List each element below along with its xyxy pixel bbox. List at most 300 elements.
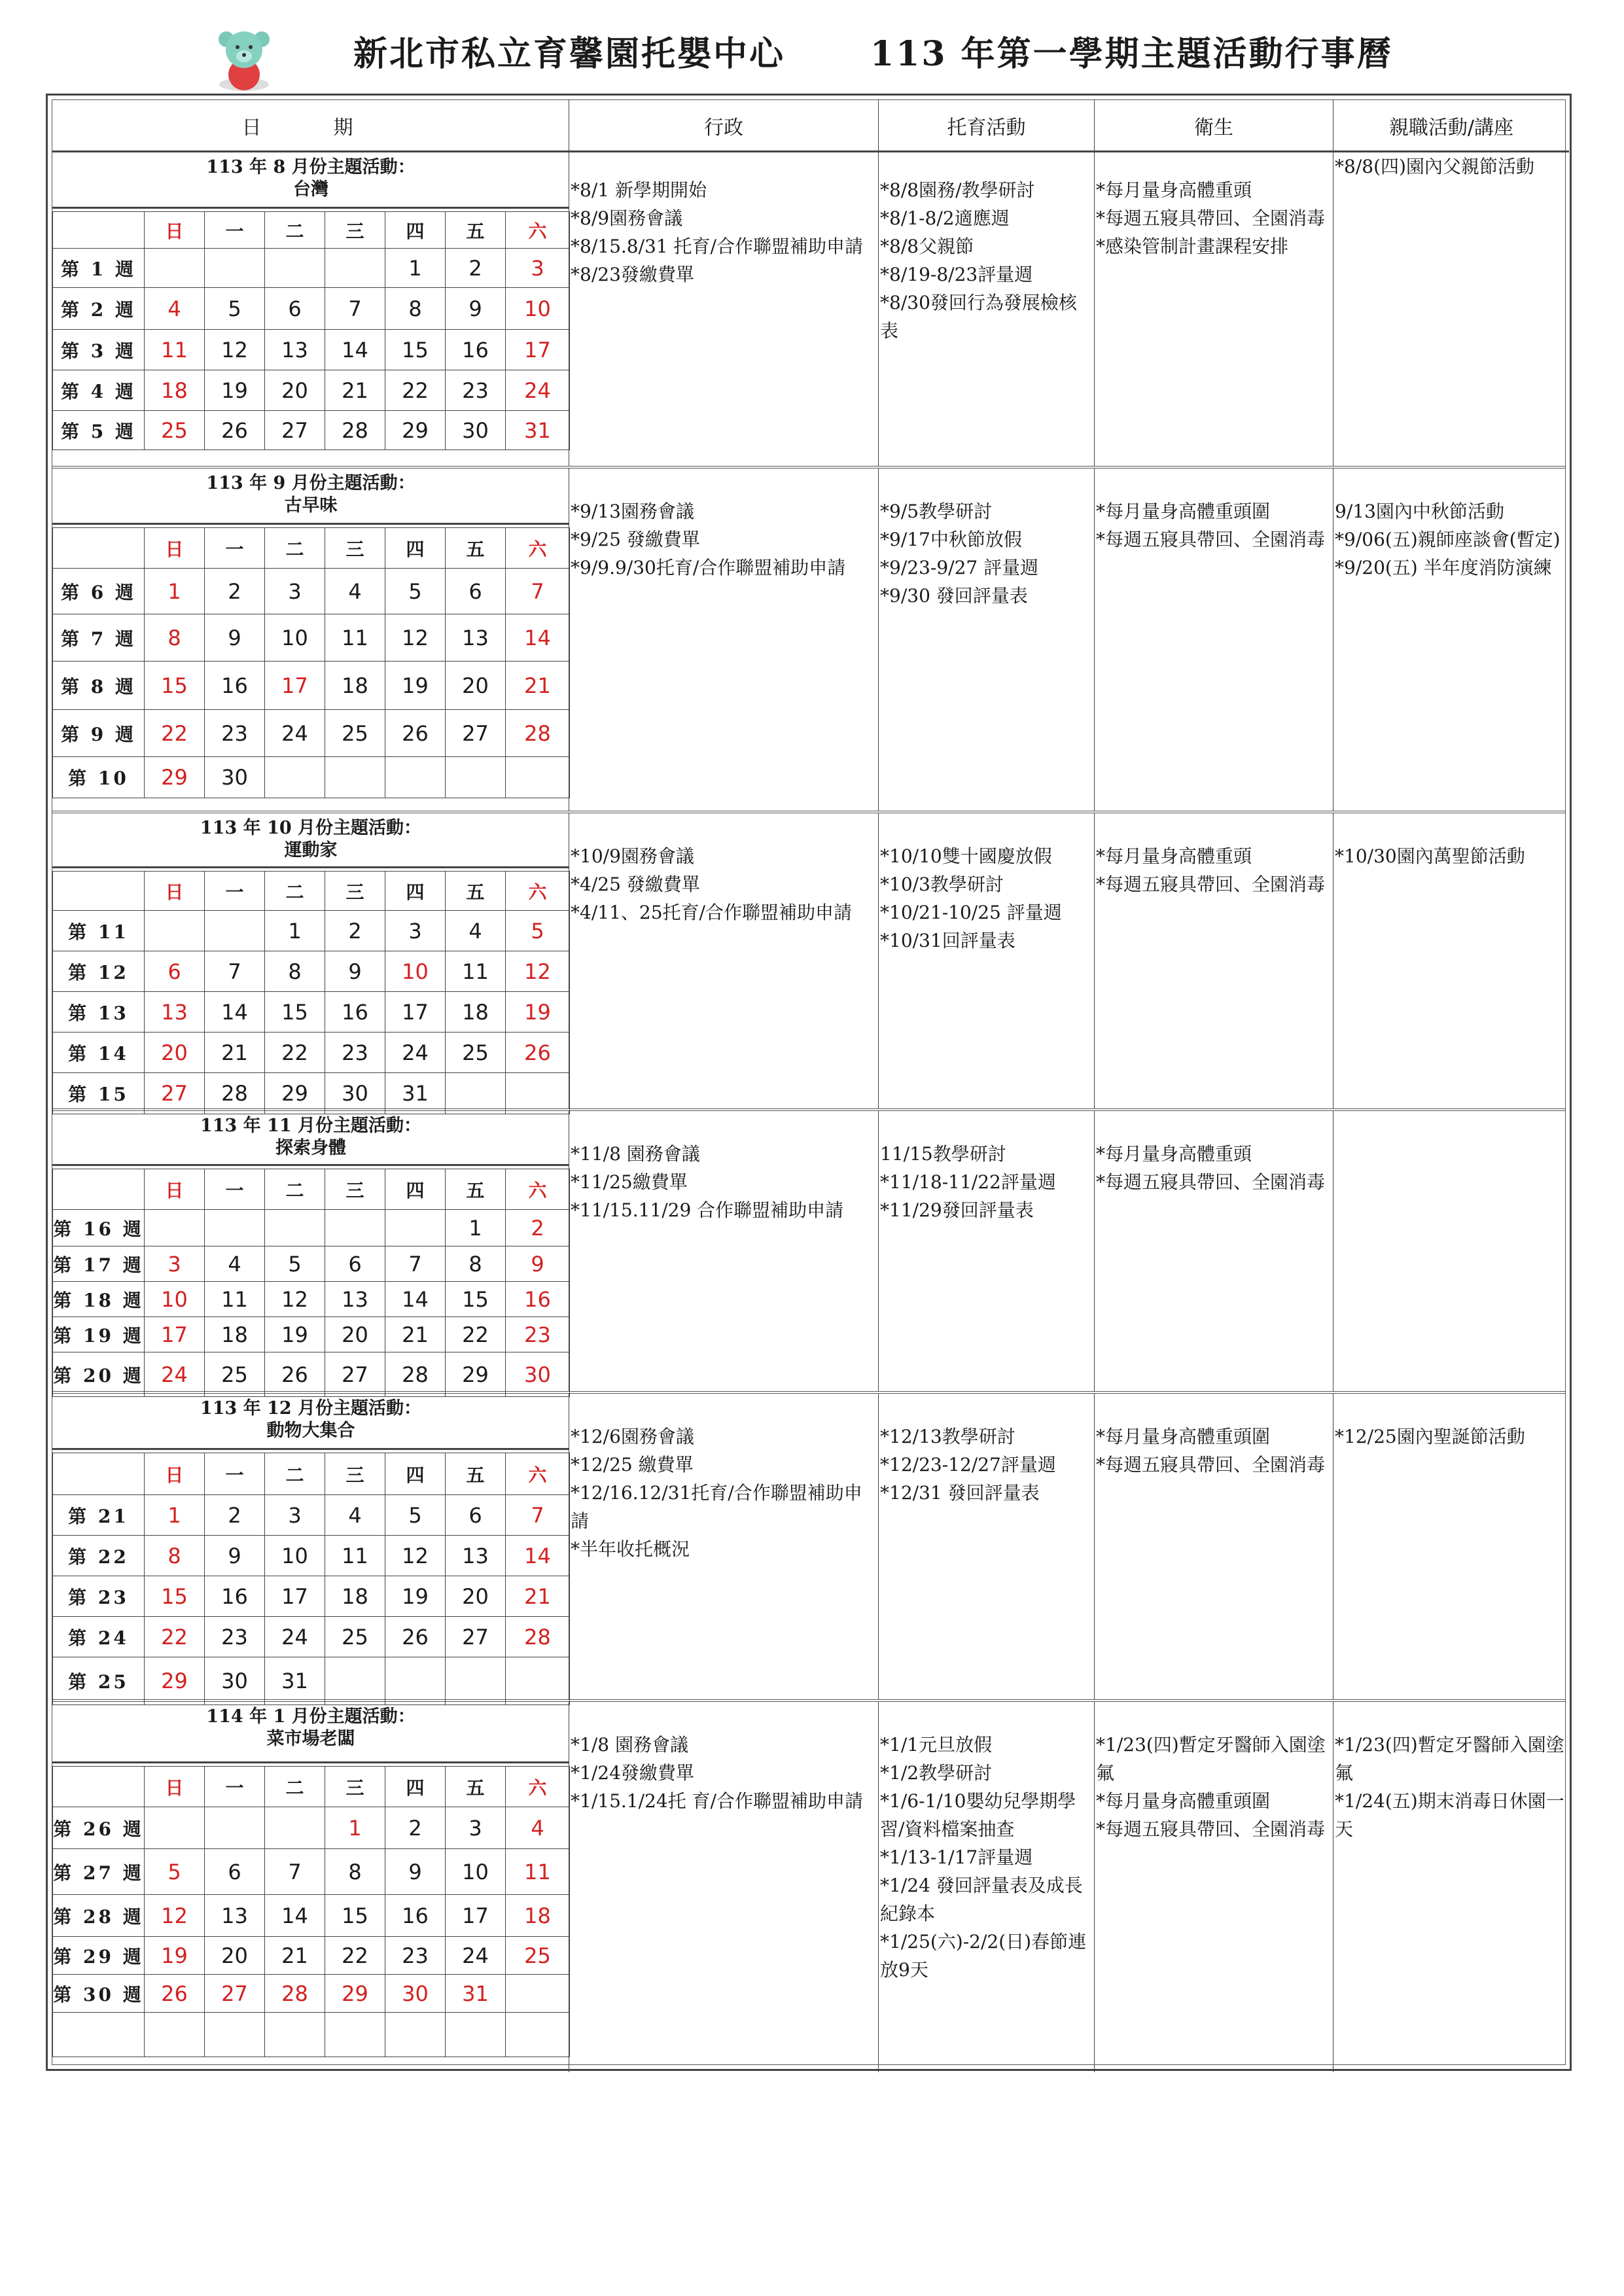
day-cell [325,757,385,798]
day-cell: 9 [325,951,385,992]
day-cell: 12 [385,614,446,662]
event-item: *8/15.8/31 托育/合作聯盟補助申請 [571,236,863,257]
day-cell: 7 [205,951,265,992]
day-cell: 30 [325,1073,385,1114]
weekday-header: 日 [145,872,205,911]
day-cell: 21 [265,1937,325,1975]
day-cell: 24 [506,370,570,411]
day-cell: 27 [446,710,506,757]
week-header-blank [53,528,145,569]
weekday-header: 六 [506,528,570,569]
month-theme-name: 動物大集合 [266,1421,355,1441]
event-item: *8/8(四)園內父親節活動 [1335,156,1534,177]
day-cell: 31 [446,1975,506,2013]
day-cell: 6 [446,1495,506,1536]
day-cell: 13 [446,614,506,662]
column-parent [1333,1702,1569,2072]
week-label [53,2013,145,2057]
day-cell: 31 [506,411,570,450]
weekday-header: 三 [325,212,385,249]
day-cell: 15 [265,992,325,1033]
day-cell: 13 [265,330,325,370]
day-cell: 7 [325,288,385,330]
month-theme-name: 探索身體 [275,1138,346,1158]
day-cell: 3 [385,911,446,951]
weekday-header: 二 [265,1453,325,1495]
column-care [879,813,1095,1108]
month-grid [52,871,570,1114]
day-cell [325,2013,385,2057]
event-item: *1/15.1/24托 育/合作聯盟補助申請 [571,1790,863,1812]
week-label: 第 24 [53,1617,145,1657]
event-item: *11/29發回評量表 [880,1199,1034,1221]
day-cell: 29 [325,1975,385,2013]
month-calendar [52,1111,569,1391]
day-cell [506,1657,570,1705]
month-calendar [52,152,569,466]
day-cell: 2 [506,1210,570,1246]
day-cell: 16 [446,330,506,370]
day-cell: 6 [446,569,506,614]
week-label: 第 2 週 [53,288,145,330]
event-item: *10/10雙十國慶放假 [880,845,1052,867]
event-item: *12/16.12/31托育/合作聯盟補助申請 [571,1482,862,1532]
day-cell: 8 [145,1536,205,1576]
weekday-header: 一 [205,528,265,569]
day-cell: 19 [145,1937,205,1975]
week-label: 第 30 週 [53,1975,145,2013]
day-cell: 23 [325,1033,385,1073]
day-cell: 2 [385,1807,446,1849]
event-item: *1/2教學研討 [880,1762,993,1784]
event-item: *9/17中秋節放假 [880,529,1022,550]
day-cell: 23 [205,710,265,757]
day-cell: 3 [265,1495,325,1536]
weekday-header: 一 [205,1453,265,1495]
day-cell: 29 [446,1352,506,1397]
day-cell [446,757,506,798]
day-cell: 14 [385,1282,446,1317]
day-cell: 10 [446,1849,506,1895]
day-cell: 25 [446,1033,506,1073]
day-cell: 16 [205,1576,265,1617]
month-theme-name: 台灣 [293,179,328,200]
day-cell: 23 [506,1317,570,1352]
event-item: *每月量身高體重頭圍 [1096,1426,1271,1447]
day-cell: 22 [446,1317,506,1352]
event-item: *1/24發繳費單 [571,1762,694,1784]
day-cell: 1 [145,1495,205,1536]
day-cell: 8 [446,1246,506,1282]
event-item: *9/20(五) 半年度消防演練 [1335,557,1552,578]
month-calendar [52,813,569,1108]
day-cell: 26 [145,1975,205,2013]
month-calendar [52,468,569,811]
weekday-header: 一 [205,212,265,249]
month-grid [52,1169,570,1397]
weekday-header: 日 [145,1453,205,1495]
month-section [52,1394,1565,1702]
weekday-header: 四 [385,872,446,911]
week-label: 第 13 [53,992,145,1033]
day-cell [385,757,446,798]
month-grid [52,527,570,798]
day-cell: 24 [145,1352,205,1397]
day-cell [506,757,570,798]
event-item: *1/6-1/10嬰幼兒學期學習/資料檔案抽查 [880,1790,1076,1840]
weekday-header: 三 [325,1453,385,1495]
week-label: 第 14 [53,1033,145,1073]
week-label: 第 17 週 [53,1246,145,1282]
event-item: *每月量身高體重頭圍 [1096,501,1271,522]
day-cell: 16 [385,1895,446,1937]
week-label: 第 5 週 [53,411,145,450]
day-cell [446,1657,506,1705]
header-parent: 親職活動/講座 [1333,100,1569,152]
day-cell [265,249,325,288]
weekday-header: 五 [446,212,506,249]
day-cell: 5 [506,911,570,951]
day-cell: 12 [265,1282,325,1317]
day-cell: 27 [205,1975,265,2013]
day-cell [325,1210,385,1246]
event-item: *12/31 發回評量表 [880,1482,1040,1504]
week-label: 第 16 週 [53,1210,145,1246]
day-cell: 16 [506,1282,570,1317]
week-label: 第 19 週 [53,1317,145,1352]
calendar-inner [52,99,1566,2065]
column-admin [569,468,879,811]
day-cell: 29 [385,411,446,450]
event-item: *9/06(五)親師座談會(暫定) [1335,529,1561,550]
month-grid [52,1453,570,1705]
day-cell: 11 [506,1849,570,1895]
weekday-header: 一 [205,1169,265,1210]
event-item: *1/24(五)期末消毒日休園一天 [1335,1790,1564,1840]
day-cell: 10 [506,288,570,330]
event-item: *1/25(六)-2/2(日)春節連放9天 [880,1931,1087,1981]
weekday-header: 日 [145,528,205,569]
day-cell: 12 [385,1536,446,1576]
day-cell: 4 [506,1807,570,1849]
day-cell: 28 [325,411,385,450]
day-cell [385,1210,446,1246]
week-label: 第 27 週 [53,1849,145,1895]
week-label: 第 7 週 [53,614,145,662]
event-item: *9/23-9/27 評量週 [880,557,1039,578]
weekday-header: 日 [145,1767,205,1807]
event-item: 11/15教學研討 [880,1143,1006,1165]
day-cell: 21 [506,1576,570,1617]
day-cell [325,1657,385,1705]
day-cell [325,249,385,288]
weekday-header: 二 [265,1767,325,1807]
day-cell: 10 [145,1282,205,1317]
day-cell: 24 [265,1617,325,1657]
day-cell [265,1210,325,1246]
day-cell: 13 [325,1282,385,1317]
day-cell: 9 [506,1246,570,1282]
day-cell: 17 [506,330,570,370]
event-item: *1/23(四)暫定牙醫師入園塗氟 [1096,1734,1326,1784]
day-cell [506,2013,570,2057]
event-item: *12/6園務會議 [571,1426,694,1447]
day-cell: 25 [205,1352,265,1397]
day-cell: 11 [145,330,205,370]
day-cell: 5 [385,569,446,614]
month-calendar [52,1394,569,1699]
day-cell: 11 [325,614,385,662]
event-item: *9/25 發繳費單 [571,529,700,550]
day-cell: 15 [145,1576,205,1617]
day-cell: 13 [205,1895,265,1937]
day-cell: 25 [506,1937,570,1975]
day-cell: 27 [446,1617,506,1657]
day-cell: 8 [145,614,205,662]
weekday-header: 三 [325,1169,385,1210]
day-cell [145,1807,205,1849]
weekday-header: 四 [385,1767,446,1807]
day-cell: 3 [265,569,325,614]
day-cell: 4 [145,288,205,330]
week-label: 第 8 週 [53,662,145,710]
month-theme [52,1394,569,1450]
day-cell: 9 [205,1536,265,1576]
event-item: *1/13-1/17評量週 [880,1846,1033,1868]
column-parent [1333,1394,1569,1699]
day-cell: 4 [325,569,385,614]
event-item: *4/11、25托育/合作聯盟補助申請 [571,902,852,923]
weekday-header: 二 [265,1169,325,1210]
day-cell [145,1210,205,1246]
day-cell: 9 [385,1849,446,1895]
month-calendar [52,1702,569,2072]
day-cell: 17 [385,992,446,1033]
day-cell: 1 [325,1807,385,1849]
day-cell: 12 [145,1895,205,1937]
month-theme-name: 古早味 [284,495,338,516]
column-health [1095,152,1333,466]
week-header-blank [53,1767,145,1807]
month-theme-title: 113 年 10 月份主題活動： [200,818,422,838]
day-cell: 31 [385,1073,446,1114]
day-cell: 12 [205,330,265,370]
day-cell: 17 [145,1317,205,1352]
week-label: 第 28 週 [53,1895,145,1937]
month-theme [52,813,569,868]
weekday-header: 五 [446,1169,506,1210]
day-cell: 7 [385,1246,446,1282]
day-cell: 1 [385,249,446,288]
day-cell: 22 [385,370,446,411]
day-cell: 25 [325,1617,385,1657]
weekday-header: 四 [385,212,446,249]
day-cell: 22 [325,1937,385,1975]
page-title-right: 113 年第一學期主題活動行事曆 [870,34,1393,74]
week-label: 第 22 [53,1536,145,1576]
day-cell: 14 [325,330,385,370]
weekday-header: 日 [145,212,205,249]
day-cell: 7 [265,1849,325,1895]
week-label: 第 4 週 [53,370,145,411]
column-parent [1333,813,1569,1108]
weekday-header: 四 [385,528,446,569]
event-item: *每週五寢具帶回、全園消毒 [1096,874,1326,895]
month-theme [52,152,569,209]
weekday-header: 一 [205,1767,265,1807]
event-item: *10/9園務會議 [571,845,694,867]
week-label: 第 3 週 [53,330,145,370]
event-item: *9/5教學研討 [880,501,993,522]
event-item: *9/9.9/30托育/合作聯盟補助申請 [571,557,846,578]
day-cell: 27 [325,1352,385,1397]
day-cell: 13 [446,1536,506,1576]
day-cell: 22 [265,1033,325,1073]
day-cell: 27 [145,1073,205,1114]
day-cell: 5 [265,1246,325,1282]
weekday-header: 二 [265,528,325,569]
week-label: 第 1 週 [53,249,145,288]
weekday-header: 二 [265,212,325,249]
day-cell: 28 [506,1617,570,1657]
month-theme-title: 113 年 8 月份主題活動： [206,157,415,177]
day-cell [145,911,205,951]
weekday-header: 三 [325,528,385,569]
event-item: *10/30園內萬聖節活動 [1335,845,1525,867]
column-health [1095,813,1333,1108]
week-label: 第 21 [53,1495,145,1536]
week-label: 第 26 週 [53,1807,145,1849]
event-item: *1/1元旦放假 [880,1734,993,1756]
event-item: *12/25園內聖誕節活動 [1335,1426,1525,1447]
column-admin [569,152,879,466]
day-cell: 26 [205,411,265,450]
day-cell: 7 [506,569,570,614]
day-cell: 2 [205,1495,265,1536]
day-cell: 13 [145,992,205,1033]
day-cell: 27 [265,411,325,450]
header-care: 托育活動 [879,100,1095,152]
day-cell: 20 [265,370,325,411]
weekday-header: 三 [325,872,385,911]
day-cell: 6 [205,1849,265,1895]
week-label: 第 20 週 [53,1352,145,1397]
week-label: 第 29 週 [53,1937,145,1975]
event-item: *感染管制計畫課程安排 [1096,236,1289,257]
day-cell: 3 [506,249,570,288]
weekday-header: 三 [325,1767,385,1807]
day-cell: 15 [325,1895,385,1937]
day-cell: 24 [265,710,325,757]
day-cell: 21 [385,1317,446,1352]
week-header-blank [53,212,145,249]
day-cell [205,249,265,288]
column-health [1095,1111,1333,1391]
bear-logo-icon [208,22,280,94]
day-cell: 29 [265,1073,325,1114]
weekday-header: 六 [506,1453,570,1495]
column-parent [1333,152,1569,466]
day-cell: 5 [385,1495,446,1536]
day-cell: 8 [385,288,446,330]
event-item: *10/21-10/25 評量週 [880,902,1062,923]
weekday-header: 四 [385,1453,446,1495]
day-cell: 16 [325,992,385,1033]
day-cell [205,1807,265,1849]
day-cell [205,1210,265,1246]
day-cell: 20 [446,1576,506,1617]
event-item: *10/3教學研討 [880,874,1004,895]
day-cell: 14 [506,614,570,662]
month-theme-title: 113 年 11 月份主題活動： [200,1116,422,1136]
column-care [879,152,1095,466]
day-cell [205,911,265,951]
day-cell: 19 [265,1317,325,1352]
day-cell: 3 [446,1807,506,1849]
day-cell [385,2013,446,2057]
week-label: 第 9 週 [53,710,145,757]
day-cell: 9 [446,288,506,330]
event-item: *12/23-12/27評量週 [880,1454,1056,1475]
event-item: *9/13園務會議 [571,501,694,522]
day-cell: 21 [506,662,570,710]
day-cell: 25 [325,710,385,757]
day-cell [145,249,205,288]
day-cell: 4 [325,1495,385,1536]
weekday-header: 五 [446,1767,506,1807]
day-cell [446,1073,506,1114]
day-cell: 14 [205,992,265,1033]
day-cell: 26 [385,1617,446,1657]
month-grid [52,1766,570,2057]
weekday-header: 六 [506,1767,570,1807]
day-cell: 8 [265,951,325,992]
day-cell: 19 [205,370,265,411]
column-admin [569,1394,879,1699]
weekday-header: 四 [385,1169,446,1210]
event-item: *11/18-11/22評量週 [880,1171,1056,1193]
week-label: 第 25 [53,1657,145,1705]
day-cell: 1 [446,1210,506,1246]
column-health [1095,468,1333,811]
column-care [879,468,1095,811]
day-cell: 29 [145,757,205,798]
day-cell: 7 [506,1495,570,1536]
day-cell: 17 [265,1576,325,1617]
day-cell: 20 [205,1937,265,1975]
day-cell: 15 [145,662,205,710]
day-cell: 10 [385,951,446,992]
event-item: *12/13教學研討 [880,1426,1015,1447]
day-cell: 18 [325,662,385,710]
day-cell: 16 [205,662,265,710]
page-title [353,26,1393,75]
event-item: *12/25 繳費單 [571,1454,694,1475]
weekday-header: 日 [145,1169,205,1210]
day-cell: 25 [145,411,205,450]
event-item: *8/1 新學期開始 [571,179,707,201]
month-theme-name: 運動家 [284,840,338,860]
day-cell: 24 [385,1033,446,1073]
day-cell [205,2013,265,2057]
event-item: *9/30 發回評量表 [880,585,1028,607]
event-item: *每週五寢具帶回、全園消毒 [1096,207,1326,229]
day-cell: 8 [325,1849,385,1895]
day-cell [506,1073,570,1114]
event-item: *8/30發回行為發展檢核表 [880,292,1077,342]
event-item: *每週五寢具帶回、全園消毒 [1096,1818,1326,1840]
weekday-header: 六 [506,1169,570,1210]
